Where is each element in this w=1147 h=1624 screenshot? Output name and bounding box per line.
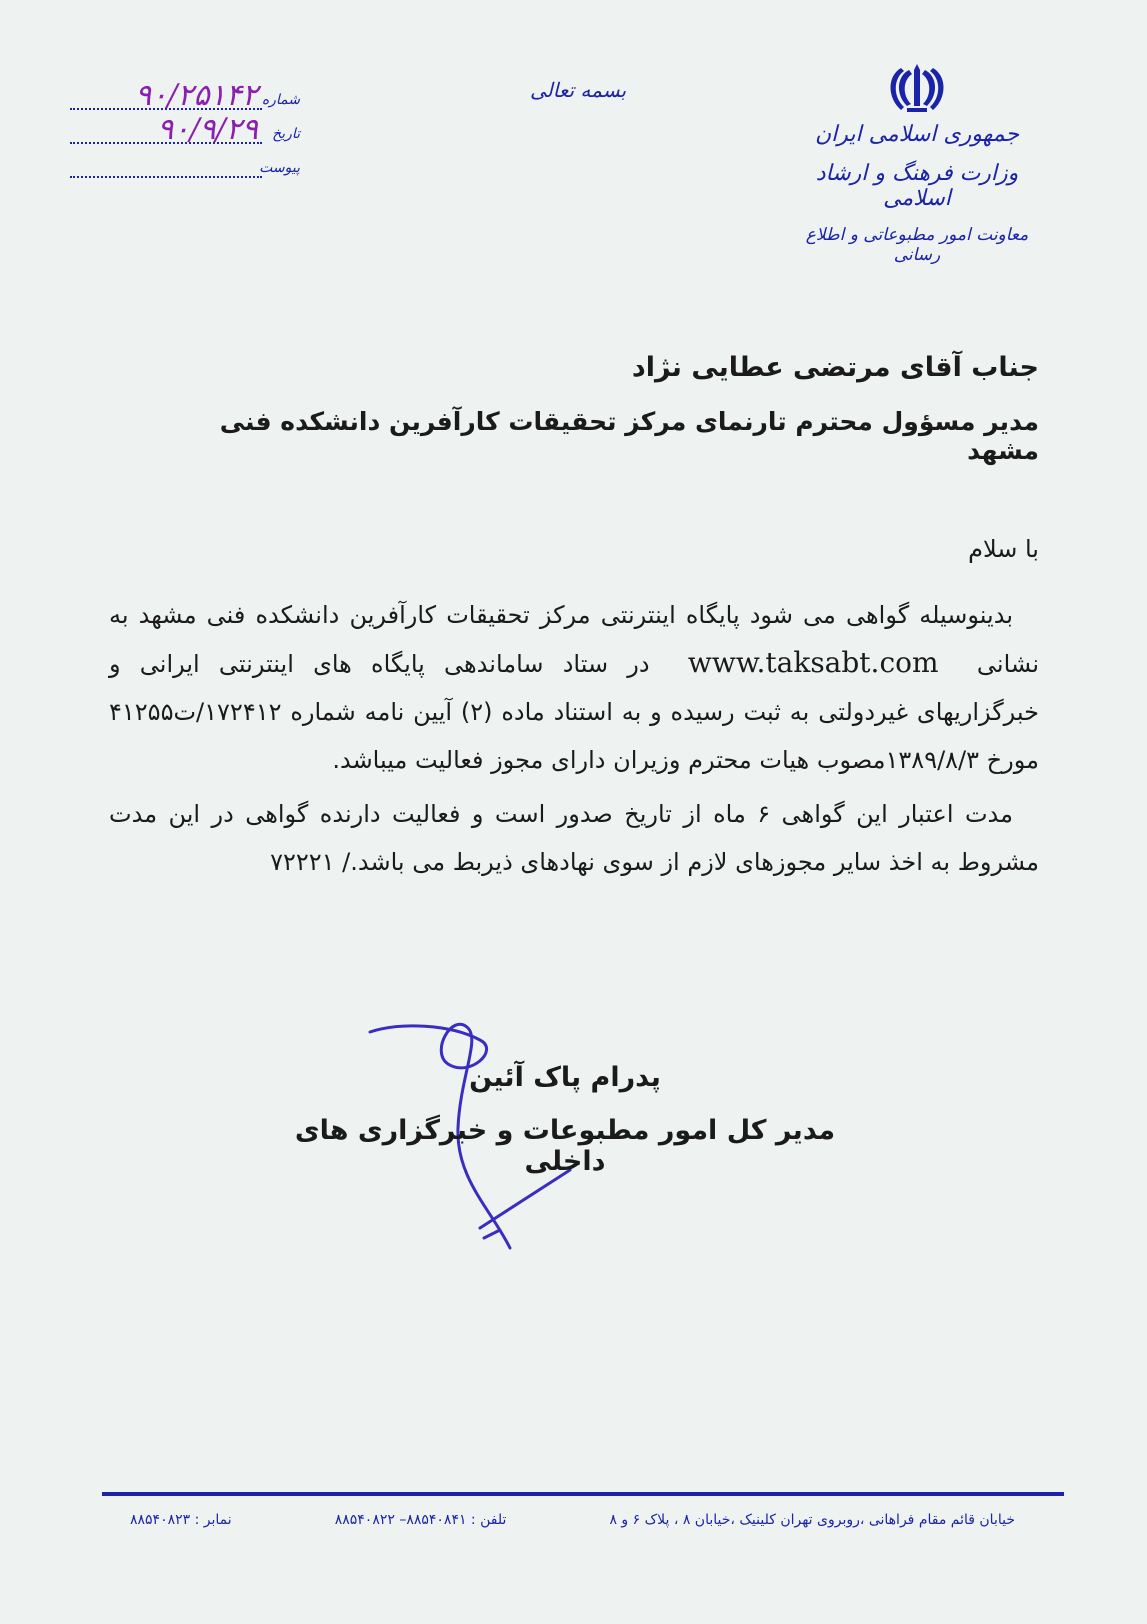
recipient-name: جناب آقای مرتضی عطایی نژاد — [631, 352, 1039, 383]
footer — [130, 1512, 1015, 1528]
ministry-line-1: جمهوری اسلامی ایران — [814, 122, 1020, 147]
ref-number-label: شماره — [261, 92, 300, 108]
ref-number-row — [70, 78, 300, 116]
ministry-line-3: معاونت امور مطبوعاتی و اطلاع رسانی — [805, 225, 1029, 265]
iran-emblem-icon — [885, 62, 949, 116]
ref-date-value: ۹۰/۹/۲۹ — [157, 112, 258, 147]
footer-fax: نمابر : ۸۸۵۴۰۸۲۳ — [130, 1512, 232, 1528]
basmala: بسمه تعالی — [530, 78, 627, 102]
ministry-line-2: وزارت فرهنگ و ارشاد اسلامی — [815, 161, 1019, 211]
reference-block — [70, 78, 300, 184]
ref-date-row — [70, 112, 300, 150]
paragraph-1 — [109, 591, 1039, 784]
footer-address: خیابان قائم مقام فراهانی ،روبروی تهران کلینیک ،خیابان ۸ ، پلاک ۶ و ۸ — [609, 1512, 1015, 1528]
ref-date-label: تاریخ — [272, 126, 300, 142]
ref-attachment-row — [70, 150, 300, 184]
footer-phone: تلفن : ۸۸۵۴۰۸۴۱– ۸۸۵۴۰۸۲۲ — [334, 1512, 507, 1528]
ref-number-value: ۹۰/۲۵۱۴۲ — [135, 78, 258, 113]
ref-attachment-dots — [70, 176, 262, 178]
footer-rule — [102, 1492, 1064, 1496]
signatory-name: پدرام پاک آئین — [469, 1062, 661, 1093]
letter-body — [109, 535, 1039, 886]
recipient-role: مدیر مسؤول محترم تارنمای مرکز تحقیقات کارآفرین دانشکده فنی مشهد — [219, 407, 1039, 465]
paragraph-2: مدت اعتبار این گواهی ۶ ماه از تاریخ صدور است و فعالیت دارنده گواهی در این مدت مشروط به اخذ سایر مجوزهای لازم از سوی نهادهای ذیربط می باشد./ ۷۲۲۲۱ — [109, 800, 1039, 876]
greeting: با سلام — [968, 535, 1039, 563]
paragraph-1-end: در ستاد ساماندهی پایگاه های اینترنتی ایرانی و خبرگزاریهای غیردولتی به ثبت رسیده و به استناد ماده (۲) آیین نامه شماره ۱۷۲۴۱۲/ت۴۱۲۵۵ مورخ ۱۳۸۹/۸/۳مصوب هیات محترم وزیران دارای مجوز فعالیت میباشد. — [109, 650, 1039, 774]
ministry-header — [787, 62, 1047, 265]
signatory-title: مدیر کل امور مطبوعات و خبرگزاری های داخلی — [294, 1115, 836, 1177]
ref-attachment-label: پیوست — [259, 160, 300, 176]
recipient-block — [159, 352, 1039, 465]
website-url: www.taksabt.com — [687, 646, 939, 679]
signature-block — [250, 1062, 880, 1177]
paragraph-1-start: بدینوسیله گواهی می شود پایگاه اینترنتی مرکز تحقیقات کارآفرین دانشکده فنی مشهد به نشانی — [109, 601, 1040, 678]
